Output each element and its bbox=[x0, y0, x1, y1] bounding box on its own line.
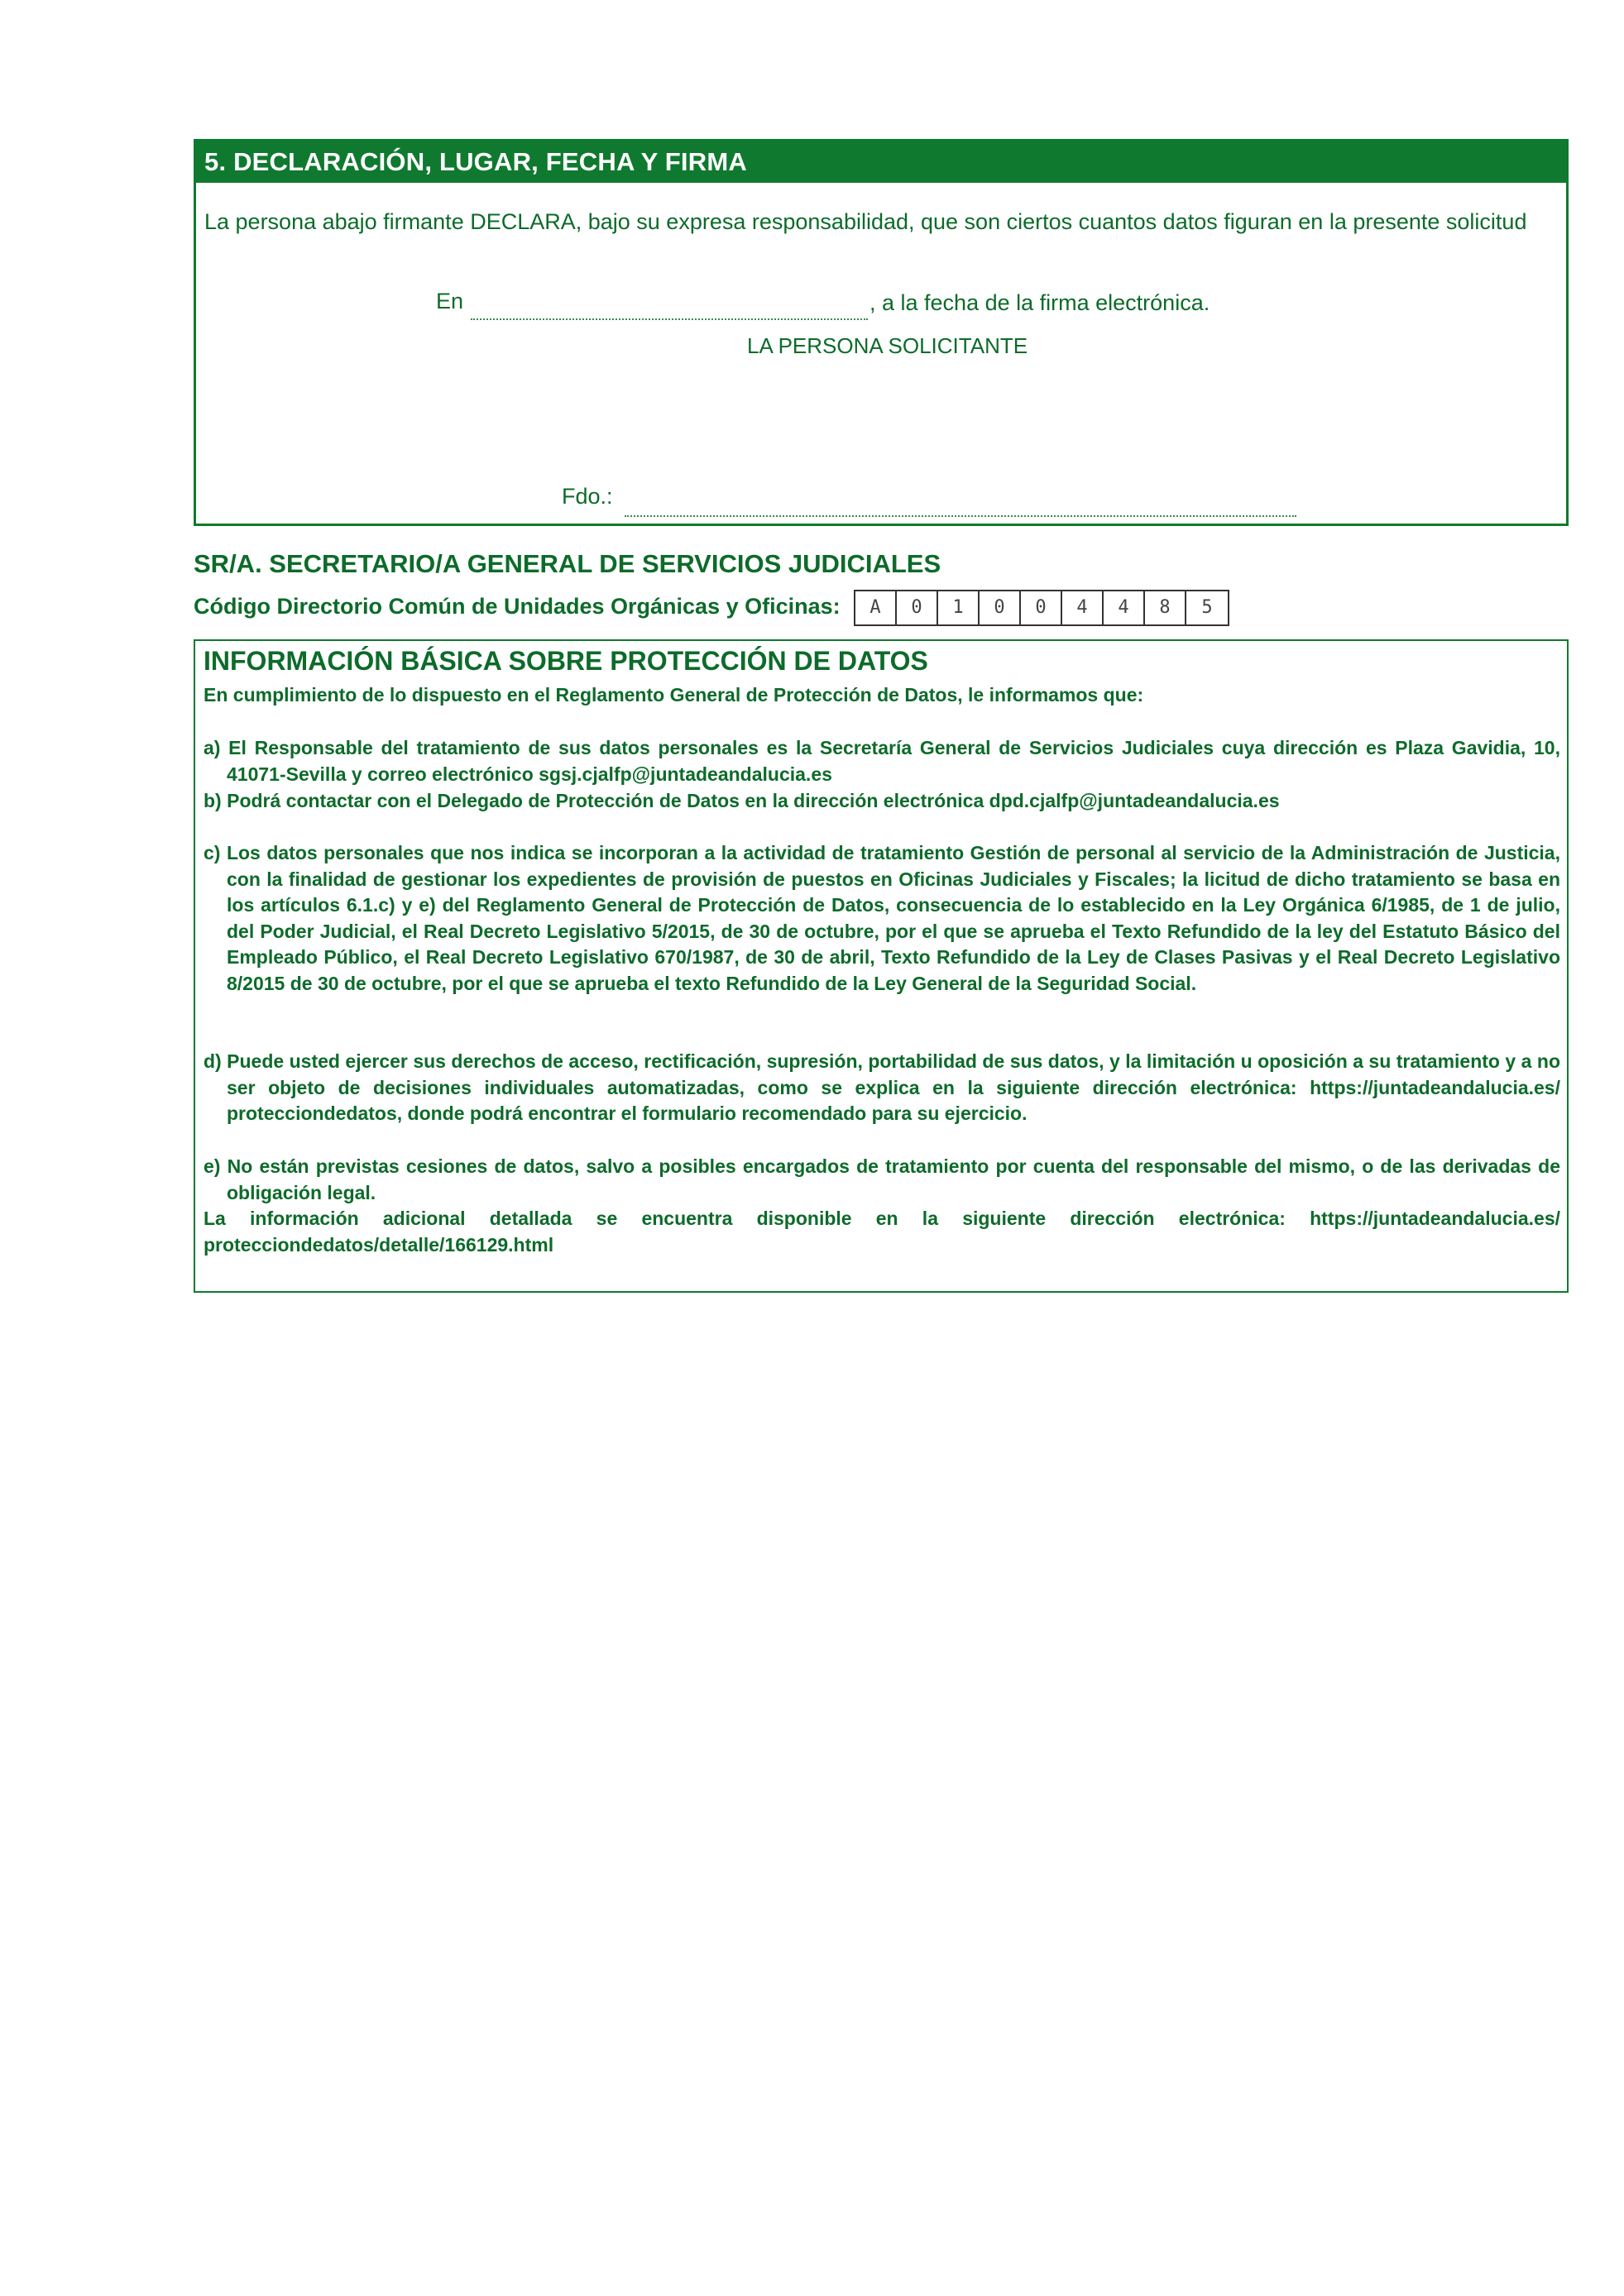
code-cell: 4 bbox=[1104, 591, 1145, 624]
data-protection-intro: En cumplimiento de lo dispuesto en el Reglamento General de Protección de Datos, le informamos que: bbox=[204, 684, 1144, 706]
code-cell: 8 bbox=[1145, 591, 1186, 624]
code-cell: 1 bbox=[938, 591, 980, 624]
code-cell: 0 bbox=[897, 591, 938, 624]
declaration-section bbox=[194, 139, 1569, 526]
code-cell: 4 bbox=[1062, 591, 1104, 624]
place-prefix-label: En bbox=[436, 289, 464, 313]
signature-input[interactable] bbox=[625, 515, 1296, 517]
code-cell: 0 bbox=[1021, 591, 1062, 624]
addressee-title: SR/A. SECRETARIO/A GENERAL DE SERVICIOS JUDICIALES bbox=[194, 549, 941, 578]
declaration-text: La persona abajo firmante DECLARA, bajo su expresa responsabilidad, que son ciertos cuantos datos figuran en la presente solicitud bbox=[204, 209, 1527, 234]
data-protection-item-e: e) No están previstas cesiones de datos, salvo a posibles encargados de tratamiento por cuenta del responsable del mismo, o de las derivadas de obligación legal. bbox=[204, 1155, 1560, 1203]
data-protection-title: INFORMACIÓN BÁSICA SOBRE PROTECCIÓN DE DATOS bbox=[204, 646, 928, 676]
additional-info-text: La información adicional detallada se encuentra disponible en la siguiente dirección electrónica: https://juntadeandalucia.es/ protecciondedatos/detalle/166129.html bbox=[204, 1208, 1560, 1256]
code-cell: 0 bbox=[980, 591, 1021, 624]
section-header: 5. DECLARACIÓN, LUGAR, FECHA Y FIRMA bbox=[196, 141, 1566, 183]
data-protection-item-a: a) El Responsable del tratamiento de sus datos personales es la Secretaría General de Servicios Judiciales cuya dirección es Plaza Gavidia, 10, 41071-Sevilla y correo electrónico sgsj.cjalfp@juntadeandalucia.es bbox=[204, 737, 1560, 785]
place-suffix-label: , a la fecha de la firma electrónica. bbox=[869, 290, 1210, 315]
directory-code-boxes bbox=[854, 590, 1229, 626]
signature-label: Fdo.: bbox=[562, 484, 613, 509]
data-protection-item-b: b) Podrá contactar con el Delegado de Protección de Datos en la dirección electrónica dpd.cjalfp@juntadeandalucia.es bbox=[204, 790, 1280, 811]
code-cell: A bbox=[855, 591, 897, 624]
data-protection-item-d: d) Puede usted ejercer sus derechos de acceso, rectificación, supresión, portabilidad de sus datos, y la limitación u oposición a su tratamiento y a no ser objeto de decisiones individuales automatizadas, como se explica en la siguiente dirección electrónica: https://juntadeandalucia.es/ protecciondedatos, donde podrá encontrar el formulario recomendado para su ejercicio. bbox=[204, 1050, 1560, 1124]
data-protection-item-c: c) Los datos personales que nos indica se incorporan a la actividad de tratamiento Gestión de personal al servicio de la Administración de Justicia, con la finalidad de gestionar los expedientes de provisión de puestos en Oficinas Judiciales y Fiscales; la licitud de dicho tratamiento se basa en los artículos 6.1.c) y e) del Reglamento General de Protección de Datos, consecuencia de lo establecido en la Ley Orgánica 6/1985, de 1 de julio, del Poder Judicial, el Real Decreto Legislativo 5/2015, de 30 de octubre, por el que se aprueba el Texto Refundido de la ley del Estatuto Básico del Empleado Público, el Real Decreto Legislativo 670/1987, de 30 de abril, Texto Refundido de la Ley de Clases Pasivas y el Real Decreto Legislativo 8/2015 de 30 de octubre, por el que se aprueba el texto Refundido de la Ley General de la Seguridad Social. bbox=[204, 842, 1560, 994]
data-protection-section bbox=[194, 639, 1569, 1293]
place-input[interactable] bbox=[471, 318, 868, 320]
code-cell: 5 bbox=[1201, 597, 1213, 618]
signer-label: LA PERSONA SOLICITANTE bbox=[747, 333, 1028, 358]
directory-code-label: Código Directorio Común de Unidades Orgánicas y Oficinas: bbox=[194, 594, 841, 619]
